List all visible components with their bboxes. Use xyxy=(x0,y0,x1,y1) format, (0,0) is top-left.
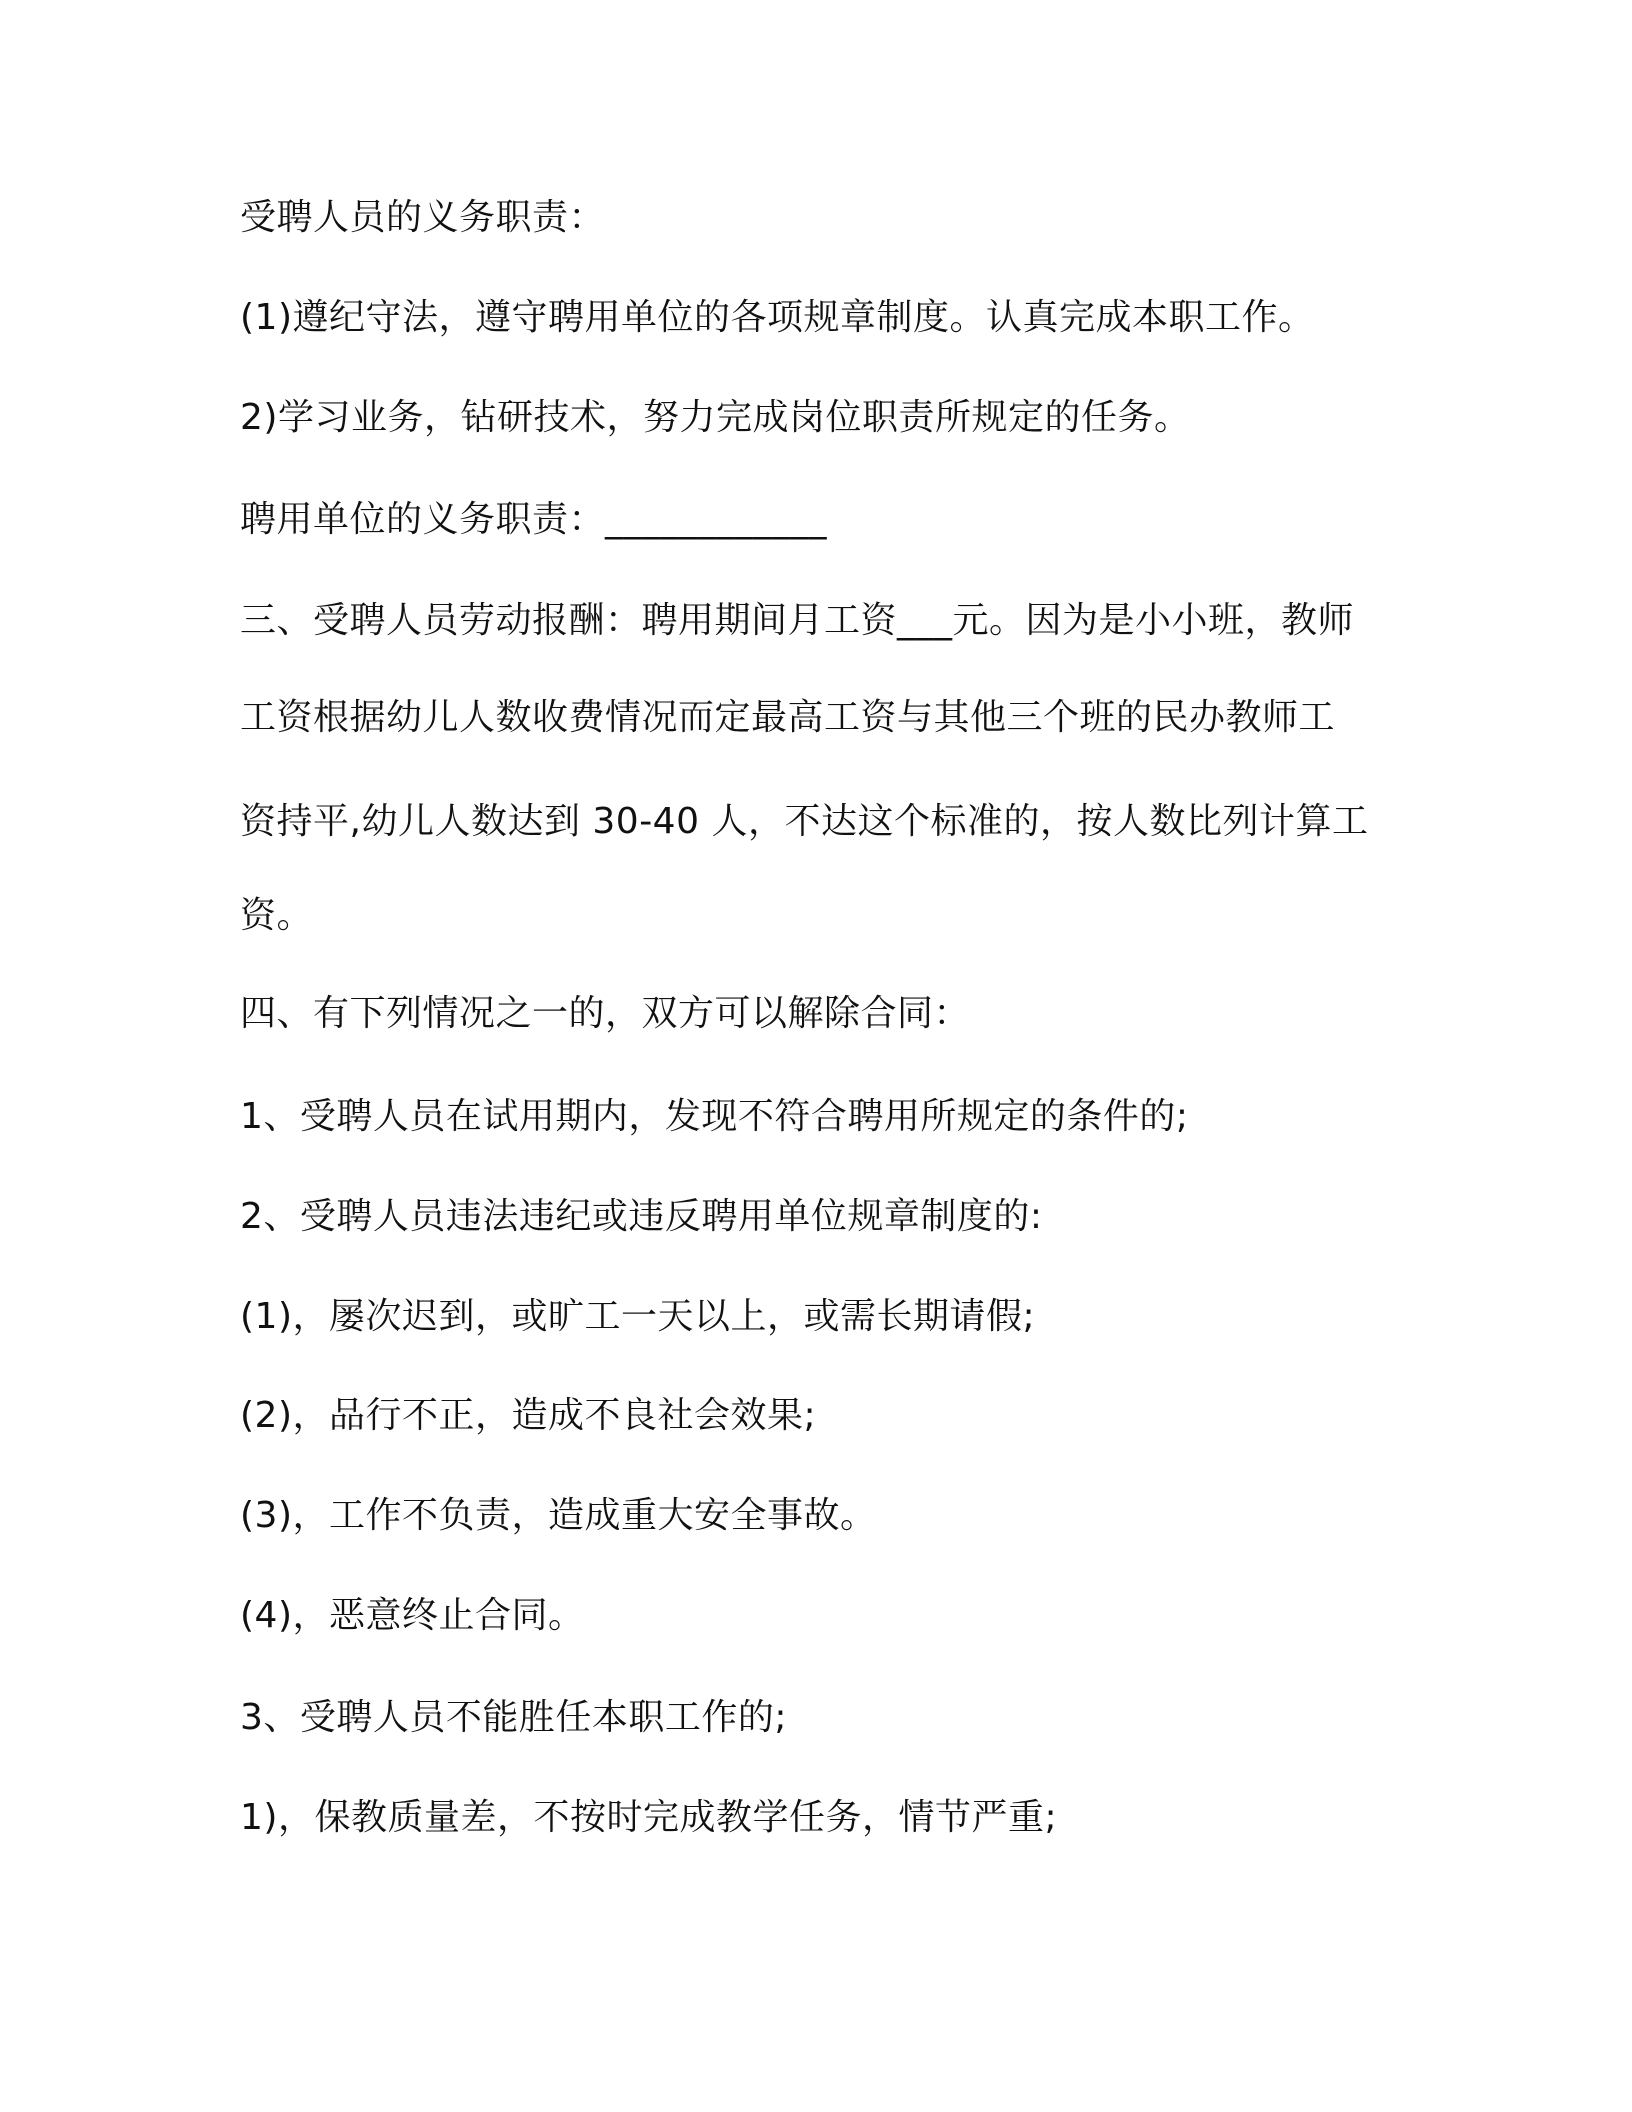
text-line: 资。 xyxy=(240,895,314,936)
text-line: 1、受聘人员在试用期内，发现不符合聘用所规定的条件的; xyxy=(240,1096,1189,1137)
text-line: (4)，恶意终止合同。 xyxy=(240,1595,585,1636)
text-line: 3、受聘人员不能胜任本职工作的; xyxy=(240,1697,788,1738)
text-line: 2、受聘人员违法违纪或违反聘用单位规章制度的: xyxy=(240,1196,1043,1237)
text-line: (1)遵纪守法，遵守聘用单位的各项规章制度。认真完成本职工作。 xyxy=(240,297,1315,338)
text-line: (2)，品行不正，造成不良社会效果; xyxy=(240,1395,817,1436)
text-line: 1)，保教质量差，不按时完成教学任务，情节严重; xyxy=(240,1797,1058,1838)
text-line: 受聘人员的义务职责： xyxy=(240,197,606,238)
text-line: 聘用单位的义务职责：____________ xyxy=(240,499,828,540)
text-line: (1)，屡次迟到，或旷工一天以上，或需长期请假; xyxy=(240,1296,1036,1337)
text-line: 资持平,幼儿人数达到 30-40 人，不达这个标准的，按人数比列计算工 xyxy=(240,801,1369,842)
text-line: 四、有下列情况之一的，双方可以解除合同： xyxy=(240,993,971,1034)
text-line: 三、受聘人员劳动报酬：聘用期间月工资___元。因为是小小班，教师 xyxy=(240,600,1355,641)
text-line: 2)学习业务，钻研技术，努力完成岗位职责所规定的任务。 xyxy=(240,397,1191,438)
text-line: 工资根据幼儿人数收费情况而定最高工资与其他三个班的民办教师工 xyxy=(240,697,1336,738)
text-line: (3)，工作不负责，造成重大安全事故。 xyxy=(240,1495,877,1536)
